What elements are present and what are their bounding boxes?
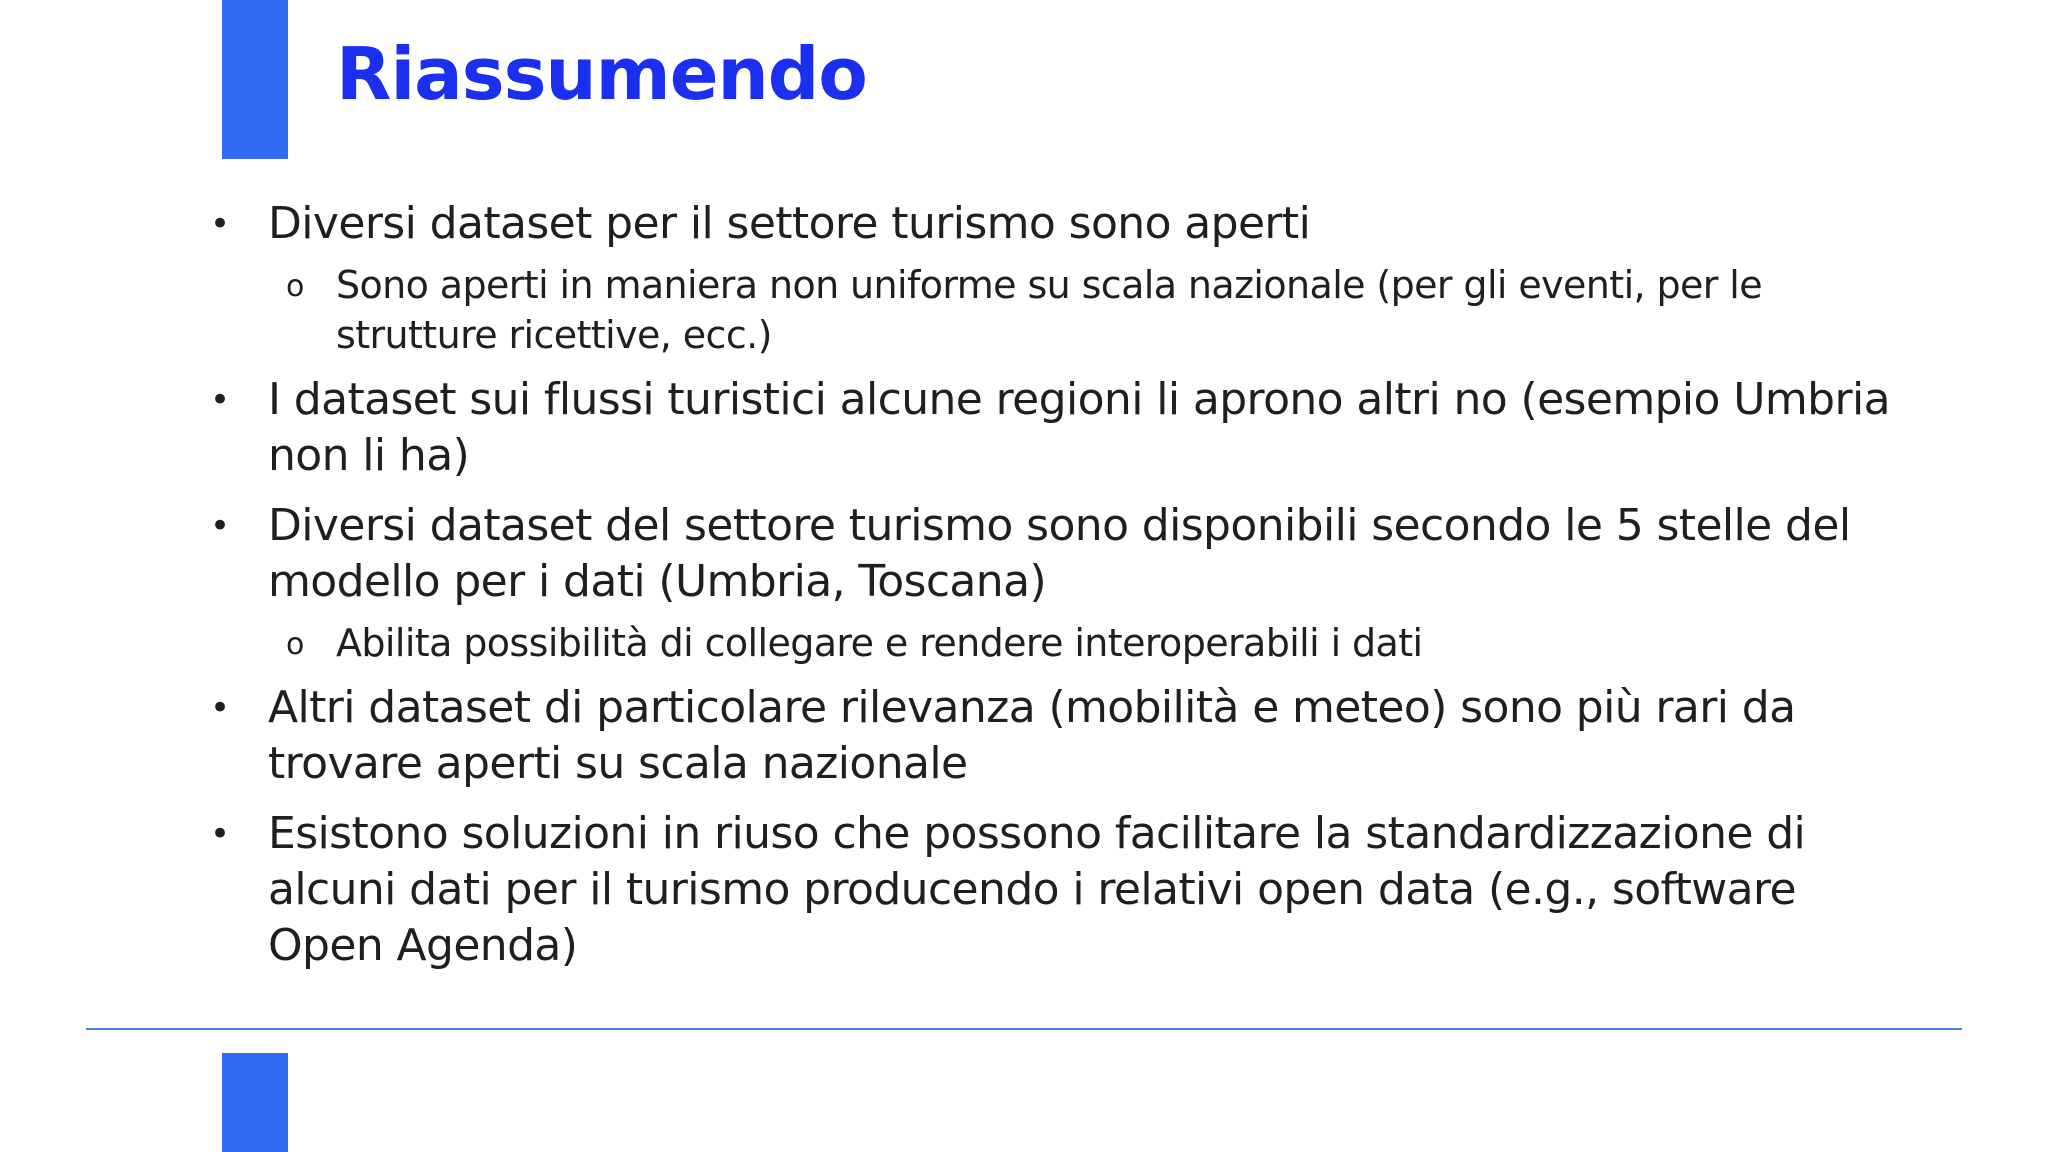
bullet-list — [200, 196, 1890, 988]
sub-bullet-text: Abilita possibilità di collegare e rendere interoperabili i dati — [336, 621, 1423, 665]
sub-bullet-item — [200, 618, 1890, 668]
sub-bullet-marker: o — [286, 627, 304, 662]
bullet-item — [200, 806, 1890, 974]
accent-bar-top — [222, 0, 288, 159]
bullet-item — [200, 680, 1890, 792]
bullet-item — [200, 498, 1890, 610]
bullet-text: Esistono soluzioni in riuso che possono facilitare la standardizzazione di alcuni dati per il turismo producendo i relativi open data (e.g., software Open Agenda) — [268, 808, 1806, 971]
bullet-text: Altri dataset di particolare rilevanza (mobilità e meteo) sono più rari da trovare aperti su scala nazionale — [268, 682, 1796, 789]
slide-title: Riassumendo — [336, 32, 867, 116]
bullet-marker: • — [210, 814, 230, 854]
bullet-text: I dataset sui flussi turistici alcune regioni li aprono altri no (esempio Umbria non li ha) — [268, 374, 1890, 481]
bullet-item — [200, 372, 1890, 484]
bullet-marker: • — [210, 506, 230, 546]
bullet-text: Diversi dataset del settore turismo sono disponibili secondo le 5 stelle del modello per i dati (Umbria, Toscana) — [268, 500, 1851, 607]
bullet-marker: • — [210, 204, 230, 244]
bullet-marker: • — [210, 688, 230, 728]
sub-bullet-item — [200, 260, 1890, 360]
footer-divider — [86, 1028, 1962, 1030]
sub-bullet-text: Sono aperti in maniera non uniforme su scala nazionale (per gli eventi, per le strutture ricettive, ecc.) — [336, 263, 1763, 357]
sub-bullet-marker: o — [286, 269, 304, 304]
bullet-item — [200, 196, 1890, 252]
accent-bar-bottom — [222, 1053, 288, 1152]
bullet-marker: • — [210, 380, 230, 420]
bullet-text: Diversi dataset per il settore turismo sono aperti — [268, 198, 1311, 249]
